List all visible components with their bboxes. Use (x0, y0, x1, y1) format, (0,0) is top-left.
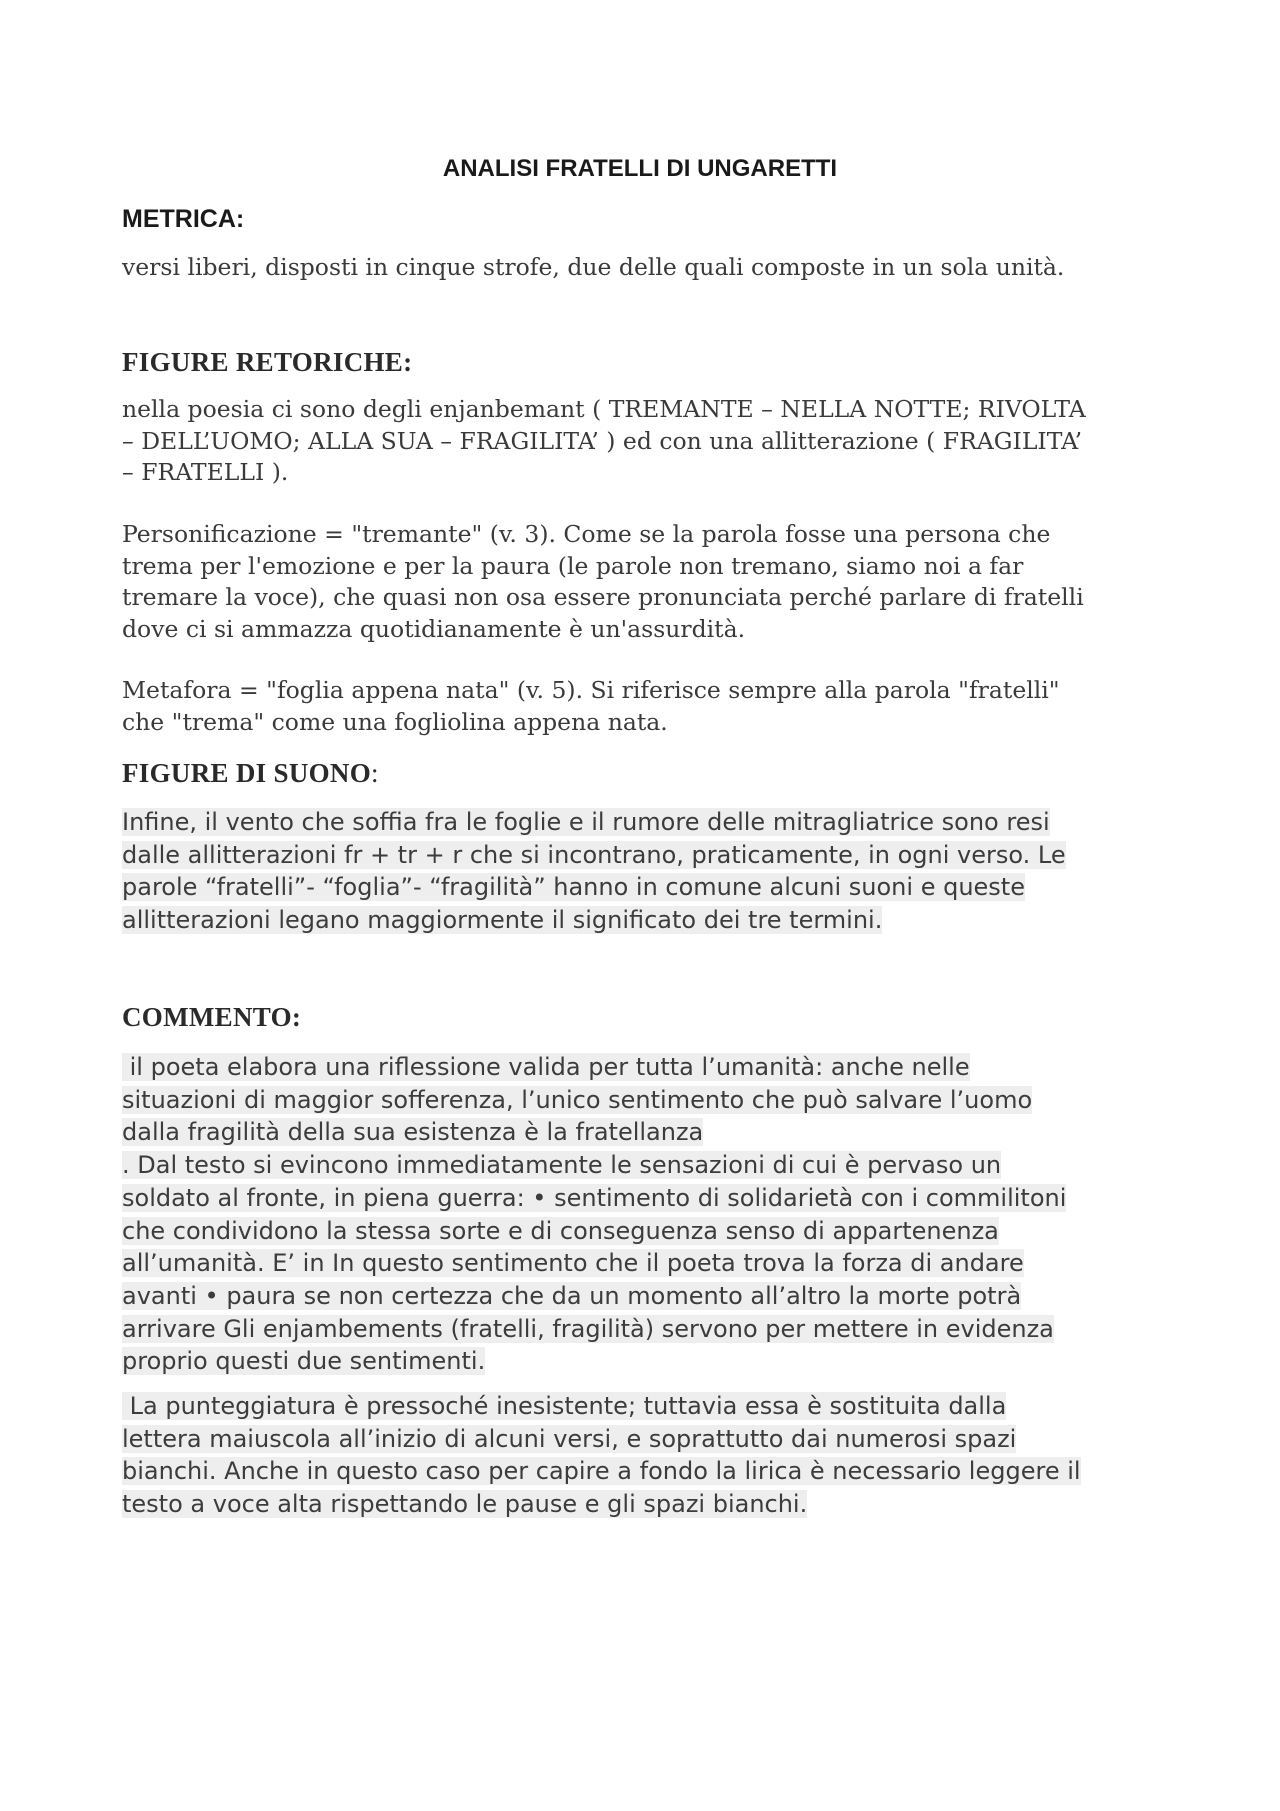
highlighted-line (122, 1280, 1182, 1313)
heading-commento: COMMENTO: (122, 1002, 302, 1032)
highlighted-line (122, 1313, 1182, 1346)
suono-paragraph (122, 806, 1182, 937)
text-line: tremare la voce), che quasi non osa essere pronunciata perché parlare di fratelli (122, 583, 1084, 611)
line-text: dalla fragilità della sua esistenza è la fratellanza (122, 1118, 704, 1147)
line-text: testo a voce alta rispettando le pause e gli spazi bianchi. (122, 1490, 808, 1519)
line-text: La punteggiatura è pressoché inesistente; tuttavia essa è sostituita dalla (122, 1392, 1007, 1420)
retoriche-paragraph-3 (122, 675, 1172, 738)
heading-figure-retoriche: FIGURE RETORICHE: (122, 347, 413, 377)
highlighted-line (122, 1051, 1182, 1084)
highlighted-line (122, 1455, 1182, 1488)
line-text: parole “fratelli”- “foglia”- “fragilità” hanno in comune alcuni suoni e queste (122, 873, 1025, 902)
line-text: bianchi. Anche in questo caso per capire a fondo la lirica è necessario leggere il (122, 1457, 1081, 1486)
highlighted-line (122, 904, 1182, 937)
highlighted-line (122, 1345, 1182, 1378)
line-text: . Dal testo si evincono immediatamente le sensazioni di cui è pervaso un (122, 1151, 1002, 1180)
highlighted-line (122, 806, 1182, 839)
metrica-text (122, 252, 1172, 284)
text-line: dove ci si ammazza quotidianamente è un'assurdità. (122, 614, 746, 643)
heading-figure-di-suono (122, 758, 379, 789)
text-line: – DELL’UOMO; ALLA SUA – FRAGILITA’ ) ed con una allitterazione ( FRAGILITA’ (122, 426, 1083, 455)
line-text: situazioni di maggior sofferenza, l’unico sentimento che può salvare l’uomo (122, 1085, 1033, 1114)
line-text: proprio questi due sentimenti. (122, 1347, 486, 1376)
highlighted-line (122, 1247, 1182, 1280)
line-text: il poeta elabora una riflessione valida per tutta l’umanità: anche nelle (122, 1053, 970, 1081)
line-text: all’umanità. E’ in In questo sentimento che il poeta trova la forza di andare (122, 1249, 1024, 1278)
line-text: dalle allitterazioni fr + tr + r che si incontrano, praticamente, in ogni verso. Le (122, 840, 1066, 869)
line-text: lettera maiuscola all’inizio di alcuni versi, e soprattutto dai numerosi spazi (122, 1424, 1017, 1453)
highlighted-line (122, 1084, 1182, 1117)
line-text: Infine, il vento che soffia fra le foglie e il rumore delle mitragliatrice sono resi (122, 808, 1050, 836)
highlighted-line (122, 839, 1182, 872)
highlighted-line (122, 1149, 1182, 1182)
highlighted-line (122, 1423, 1182, 1456)
text-line: – FRATELLI ). (122, 458, 289, 486)
line-text: soldato al fronte, in piena guerra: • sentimento di solidarietà con i commilitoni (122, 1183, 1067, 1212)
metrica-line: versi liberi, disposti in cinque strofe, due delle quali composte in un sola unità. (122, 253, 1065, 281)
commento-paragraph-2 (122, 1390, 1182, 1521)
heading-figure-di-suono-label: FIGURE DI SUONO (122, 758, 372, 788)
highlighted-line (122, 1182, 1182, 1215)
text-line: trema per l'emozione e per la paura (le parole non tremano, siamo noi a far (122, 551, 1024, 580)
text-line: nella poesia ci sono degli enjanbemant ( TREMANTE – NELLA NOTTE; RIVOLTA (122, 395, 1086, 423)
highlighted-line (122, 871, 1182, 904)
text-line: Metafora = "foglia appena nata" (v. 5). Si riferisce sempre alla parola "fratelli" (122, 676, 1060, 704)
document-title: ANALISI FRATELLI DI UNGARETTI (442, 155, 838, 182)
commento-paragraph-1 (122, 1051, 1182, 1378)
heading-metrica: METRICA: (122, 205, 245, 233)
heading-colon: : (371, 758, 379, 788)
line-text: allitterazioni legano maggiormente il significato dei tre termini. (122, 906, 883, 935)
highlighted-line (122, 1390, 1182, 1423)
highlighted-line (122, 1215, 1182, 1248)
text-line: che "trema" come una fogliolina appena nata. (122, 707, 668, 736)
line-text: che condividono la stessa sorte e di conseguenza senso di appartenenza (122, 1216, 999, 1245)
line-text: avanti • paura se non certezza che da un momento all’altro la morte potrà (122, 1281, 1022, 1310)
retoriche-paragraph-1 (122, 394, 1172, 489)
text-line: Personificazione = "tremante" (v. 3). Come se la parola fosse una persona che (122, 520, 1051, 548)
highlighted-line (122, 1488, 1182, 1521)
highlighted-line (122, 1116, 1182, 1149)
line-text: arrivare Gli enjambements (fratelli, fragilità) servono per mettere in evidenza (122, 1314, 1054, 1343)
retoriche-paragraph-2 (122, 519, 1172, 645)
